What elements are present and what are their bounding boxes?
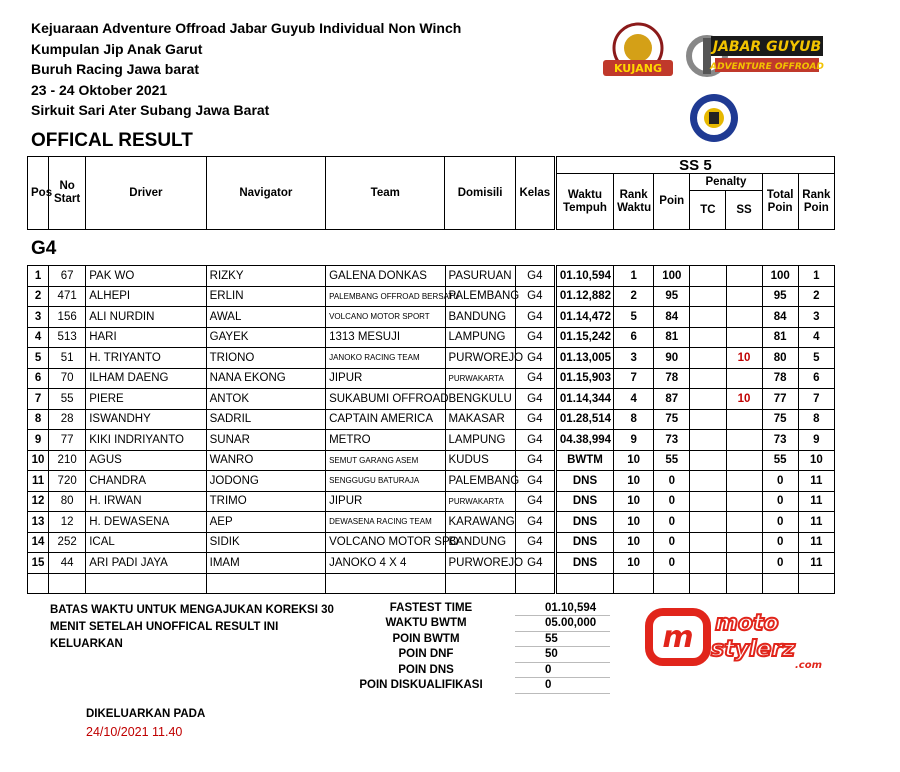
cell-team: 1313 MESUJI bbox=[326, 327, 445, 348]
cell-ss-penalty bbox=[726, 532, 762, 553]
svg-text:JABAR GUYUB: JABAR GUYUB bbox=[712, 39, 822, 55]
cell-waktu: DNS bbox=[555, 512, 613, 533]
event-header bbox=[31, 18, 461, 121]
cell-rank-poin: 9 bbox=[798, 430, 834, 451]
cell-kelas: G4 bbox=[515, 266, 555, 287]
cell-no-start: 51 bbox=[49, 348, 86, 369]
cell-pos: 2 bbox=[28, 286, 49, 307]
summary-table bbox=[280, 600, 610, 694]
cell-no-start: 12 bbox=[49, 512, 86, 533]
table-row bbox=[28, 532, 835, 553]
summary-row bbox=[280, 631, 610, 647]
cell-poin: 90 bbox=[654, 348, 690, 369]
table-row bbox=[28, 491, 835, 512]
table-row bbox=[28, 409, 835, 430]
cell-waktu: DNS bbox=[555, 491, 613, 512]
cell-ss-penalty bbox=[726, 327, 762, 348]
cell-team: SEMUT GARANG ASEM bbox=[326, 450, 445, 471]
cell-rank-poin: 11 bbox=[798, 471, 834, 492]
table-row bbox=[28, 368, 835, 389]
cell-driver: HARI bbox=[86, 327, 206, 348]
cell-ss-penalty: 10 bbox=[726, 348, 762, 369]
cell-pos: 3 bbox=[28, 307, 49, 328]
cell-driver: ICAL bbox=[86, 532, 206, 553]
cell-domisili: KUDUS bbox=[445, 450, 515, 471]
cell-poin: 78 bbox=[654, 368, 690, 389]
cell-ss-penalty bbox=[726, 266, 762, 287]
cell-total-poin: 75 bbox=[762, 409, 798, 430]
cell-navigator: RIZKY bbox=[206, 266, 325, 287]
col-rank-waktu: Rank Waktu bbox=[614, 174, 654, 230]
cell-ss-penalty bbox=[726, 553, 762, 574]
col-ss: SS 5 bbox=[555, 157, 834, 174]
col-rank-poin: Rank Poin bbox=[798, 174, 834, 230]
cell-team: GALENA DONKAS bbox=[326, 266, 445, 287]
table-row bbox=[28, 553, 835, 574]
cell-navigator: JODONG bbox=[206, 471, 325, 492]
cell-rank-poin: 11 bbox=[798, 553, 834, 574]
table-row bbox=[28, 327, 835, 348]
cell-ss-penalty bbox=[726, 512, 762, 533]
summary-row bbox=[280, 600, 610, 616]
cell-tc bbox=[690, 327, 726, 348]
summary-row bbox=[280, 662, 610, 678]
cell-total-poin: 84 bbox=[762, 307, 798, 328]
cell-kelas: G4 bbox=[515, 409, 555, 430]
cell-rank-waktu: 2 bbox=[614, 286, 654, 307]
cell-rank-poin: 3 bbox=[798, 307, 834, 328]
cell-navigator: AWAL bbox=[206, 307, 325, 328]
cell-poin: 87 bbox=[654, 389, 690, 410]
svg-text:ADVENTURE OFFROAD: ADVENTURE OFFROAD bbox=[710, 62, 824, 72]
buruh-racing-logo bbox=[688, 92, 740, 144]
summary-value: 01.10,594 bbox=[515, 600, 610, 616]
cell-team: SUKABUMI OFFROAD bbox=[326, 389, 445, 410]
cell-poin: 0 bbox=[654, 471, 690, 492]
cell-no-start: 44 bbox=[49, 553, 86, 574]
cell-rank-poin: 11 bbox=[798, 512, 834, 533]
cell-navigator: SUNAR bbox=[206, 430, 325, 451]
cell-pos: 12 bbox=[28, 491, 49, 512]
cell-navigator: TRIMO bbox=[206, 491, 325, 512]
cell-tc bbox=[690, 450, 726, 471]
cell-waktu: 04.38,994 bbox=[555, 430, 613, 451]
cell-tc bbox=[690, 491, 726, 512]
cell-no-start: 28 bbox=[49, 409, 86, 430]
cell-rank-poin: 2 bbox=[798, 286, 834, 307]
cell-team: JANOKO 4 X 4 bbox=[326, 553, 445, 574]
cell-waktu: 01.14,472 bbox=[555, 307, 613, 328]
cell-rank-waktu: 10 bbox=[614, 553, 654, 574]
cell-total-poin: 100 bbox=[762, 266, 798, 287]
cell-kelas: G4 bbox=[515, 532, 555, 553]
table-row-empty bbox=[28, 573, 835, 594]
cell-driver: PIERE bbox=[86, 389, 206, 410]
cell-waktu: 01.12,882 bbox=[555, 286, 613, 307]
cell-no-start: 55 bbox=[49, 389, 86, 410]
summary-value: 0 bbox=[515, 662, 610, 678]
cell-driver: ISWANDHY bbox=[86, 409, 206, 430]
cell-no-start: 77 bbox=[49, 430, 86, 451]
cell-ss-penalty bbox=[726, 368, 762, 389]
cell-domisili: PURWAKARTA bbox=[445, 368, 515, 389]
svg-text:.com: .com bbox=[795, 660, 823, 671]
cell-no-start: 156 bbox=[49, 307, 86, 328]
svg-text:m: m bbox=[662, 620, 694, 655]
col-no-start: No Start bbox=[49, 157, 86, 230]
cell-driver: CHANDRA bbox=[86, 471, 206, 492]
page-title: OFFICAL RESULT bbox=[31, 130, 193, 151]
cell-no-start: 471 bbox=[49, 286, 86, 307]
cell-domisili: PURWAKARTA bbox=[445, 491, 515, 512]
cell-driver: PAK WO bbox=[86, 266, 206, 287]
cell-no-start: 252 bbox=[49, 532, 86, 553]
svg-text:KUJANG: KUJANG bbox=[613, 62, 663, 75]
cell-tc bbox=[690, 286, 726, 307]
cell-rank-poin: 1 bbox=[798, 266, 834, 287]
col-tc: TC bbox=[690, 191, 726, 230]
cell-pos: 11 bbox=[28, 471, 49, 492]
cell-kelas: G4 bbox=[515, 471, 555, 492]
cell-total-poin: 78 bbox=[762, 368, 798, 389]
cell-ss-penalty bbox=[726, 307, 762, 328]
cell-domisili: BENGKULU bbox=[445, 389, 515, 410]
cell-rank-waktu: 6 bbox=[614, 327, 654, 348]
group-label: G4 bbox=[31, 238, 57, 259]
table-row bbox=[28, 348, 835, 369]
cell-no-start: 210 bbox=[49, 450, 86, 471]
summary-label: POIN DNF bbox=[398, 648, 454, 661]
cell-kelas: G4 bbox=[515, 491, 555, 512]
issued-date: 24/10/2021 11.40 bbox=[86, 725, 183, 739]
cell-team: VOLCANO MOTOR SPO bbox=[326, 532, 445, 553]
table-row bbox=[28, 450, 835, 471]
cell-kelas: G4 bbox=[515, 553, 555, 574]
col-total-poin: Total Poin bbox=[762, 174, 798, 230]
table-row bbox=[28, 286, 835, 307]
summary-value: 0 bbox=[515, 678, 610, 694]
cell-rank-waktu: 3 bbox=[614, 348, 654, 369]
cell-tc bbox=[690, 553, 726, 574]
cell-total-poin: 95 bbox=[762, 286, 798, 307]
cell-poin: 55 bbox=[654, 450, 690, 471]
cell-total-poin: 0 bbox=[762, 553, 798, 574]
cell-pos: 13 bbox=[28, 512, 49, 533]
jabar-guyub-logo bbox=[685, 30, 827, 82]
cell-total-poin: 73 bbox=[762, 430, 798, 451]
cell-tc bbox=[690, 532, 726, 553]
cell-pos: 14 bbox=[28, 532, 49, 553]
cell-ss-penalty bbox=[726, 450, 762, 471]
cell-kelas: G4 bbox=[515, 307, 555, 328]
cell-domisili: PALEMBANG bbox=[445, 286, 515, 307]
cell-total-poin: 0 bbox=[762, 491, 798, 512]
cell-rank-poin: 10 bbox=[798, 450, 834, 471]
cell-team: PALEMBANG OFFROAD BERSATU bbox=[326, 286, 445, 307]
result-header-table bbox=[27, 156, 835, 230]
cell-kelas: G4 bbox=[515, 512, 555, 533]
cell-rank-waktu: 1 bbox=[614, 266, 654, 287]
cell-waktu: 01.15,242 bbox=[555, 327, 613, 348]
summary-label: POIN DNS bbox=[398, 663, 454, 676]
cell-ss-penalty bbox=[726, 430, 762, 451]
cell-tc bbox=[690, 409, 726, 430]
cell-rank-waktu: 4 bbox=[614, 389, 654, 410]
cell-no-start: 80 bbox=[49, 491, 86, 512]
cell-ss-penalty: 10 bbox=[726, 389, 762, 410]
summary-label: FASTEST TIME bbox=[389, 601, 473, 614]
cell-waktu: BWTM bbox=[555, 450, 613, 471]
cell-total-poin: 55 bbox=[762, 450, 798, 471]
event-title: Kejuaraan Adventure Offroad Jabar Guyub Individual Non Winch bbox=[31, 20, 462, 36]
cell-pos: 9 bbox=[28, 430, 49, 451]
cell-driver: ARI PADI JAYA bbox=[86, 553, 206, 574]
col-pos: Pos bbox=[28, 157, 49, 230]
summary-label: WAKTU BWTM bbox=[385, 617, 467, 630]
table-row bbox=[28, 512, 835, 533]
cell-waktu: 01.28,514 bbox=[555, 409, 613, 430]
cell-domisili: PASURUAN bbox=[445, 266, 515, 287]
svg-text:stylerz: stylerz bbox=[711, 637, 796, 662]
table-row bbox=[28, 389, 835, 410]
cell-waktu: DNS bbox=[555, 553, 613, 574]
event-venue: Sirkuit Sari Ater Subang Jawa Barat bbox=[31, 102, 270, 119]
summary-value: 50 bbox=[515, 647, 610, 663]
cell-ss-penalty bbox=[726, 409, 762, 430]
cell-rank-waktu: 8 bbox=[614, 409, 654, 430]
cell-total-poin: 80 bbox=[762, 348, 798, 369]
cell-team: CAPTAIN AMERICA bbox=[326, 409, 445, 430]
cell-rank-poin: 11 bbox=[798, 532, 834, 553]
summary-label: POIN DISKUALIFIKASI bbox=[359, 679, 483, 692]
cell-poin: 95 bbox=[654, 286, 690, 307]
col-kelas: Kelas bbox=[515, 157, 555, 230]
cell-domisili: MAKASAR bbox=[445, 409, 515, 430]
cell-ss-penalty bbox=[726, 286, 762, 307]
col-domisili: Domisili bbox=[445, 157, 515, 230]
summary-value: 05.00,000 bbox=[515, 616, 610, 632]
kujang-logo bbox=[598, 22, 678, 80]
cell-rank-poin: 6 bbox=[798, 368, 834, 389]
cell-rank-poin: 7 bbox=[798, 389, 834, 410]
cell-no-start: 70 bbox=[49, 368, 86, 389]
cell-no-start: 513 bbox=[49, 327, 86, 348]
cell-pos: 8 bbox=[28, 409, 49, 430]
table-row bbox=[28, 471, 835, 492]
cell-driver: ALI NURDIN bbox=[86, 307, 206, 328]
cell-waktu: 01.13,005 bbox=[555, 348, 613, 369]
cell-pos: 7 bbox=[28, 389, 49, 410]
cell-team: SENGGUGU BATURAJA bbox=[326, 471, 445, 492]
cell-poin: 75 bbox=[654, 409, 690, 430]
cell-navigator: ERLIN bbox=[206, 286, 325, 307]
cell-navigator: IMAM bbox=[206, 553, 325, 574]
cell-poin: 84 bbox=[654, 307, 690, 328]
cell-team: JANOKO RACING TEAM bbox=[326, 348, 445, 369]
cell-no-start: 67 bbox=[49, 266, 86, 287]
cell-driver: ALHEPI bbox=[86, 286, 206, 307]
table-row bbox=[28, 266, 835, 287]
cell-domisili: LAMPUNG bbox=[445, 327, 515, 348]
organizer-2: Buruh Racing Jawa barat bbox=[31, 61, 200, 78]
col-poin: Poin bbox=[654, 174, 690, 230]
cell-kelas: G4 bbox=[515, 389, 555, 410]
result-table bbox=[27, 265, 835, 594]
cell-poin: 100 bbox=[654, 266, 690, 287]
summary-value: 55 bbox=[515, 631, 610, 647]
cell-poin: 0 bbox=[654, 512, 690, 533]
cell-driver: KIKI INDRIYANTO bbox=[86, 430, 206, 451]
cell-navigator: WANRO bbox=[206, 450, 325, 471]
cell-total-poin: 0 bbox=[762, 532, 798, 553]
motostylerz-logo bbox=[645, 600, 825, 672]
cell-kelas: G4 bbox=[515, 368, 555, 389]
cell-rank-waktu: 7 bbox=[614, 368, 654, 389]
cell-navigator: GAYEK bbox=[206, 327, 325, 348]
cell-waktu: 01.15,903 bbox=[555, 368, 613, 389]
cell-poin: 0 bbox=[654, 532, 690, 553]
cell-no-start: 720 bbox=[49, 471, 86, 492]
cell-team: METRO bbox=[326, 430, 445, 451]
table-row bbox=[28, 430, 835, 451]
cell-rank-waktu: 10 bbox=[614, 471, 654, 492]
cell-pos: 6 bbox=[28, 368, 49, 389]
cell-rank-waktu: 10 bbox=[614, 450, 654, 471]
cell-pos: 5 bbox=[28, 348, 49, 369]
cell-navigator: NANA EKONG bbox=[206, 368, 325, 389]
cell-kelas: G4 bbox=[515, 348, 555, 369]
cell-driver: AGUS bbox=[86, 450, 206, 471]
correction-note: BATAS WAKTU UNTUK MENGAJUKAN KOREKSI 30 MENIT SETELAH UNOFFICAL RESULT INI KELUARKAN bbox=[50, 604, 334, 650]
cell-kelas: G4 bbox=[515, 327, 555, 348]
cell-waktu: DNS bbox=[555, 532, 613, 553]
cell-domisili: BANDUNG bbox=[445, 532, 515, 553]
cell-total-poin: 77 bbox=[762, 389, 798, 410]
cell-navigator: SADRIL bbox=[206, 409, 325, 430]
summary-row bbox=[280, 678, 610, 694]
summary-row bbox=[280, 647, 610, 663]
cell-navigator: SIDIK bbox=[206, 532, 325, 553]
cell-kelas: G4 bbox=[515, 430, 555, 451]
summary-row bbox=[280, 616, 610, 632]
col-navigator: Navigator bbox=[206, 157, 325, 230]
cell-kelas: G4 bbox=[515, 450, 555, 471]
cell-poin: 0 bbox=[654, 553, 690, 574]
cell-tc bbox=[690, 430, 726, 451]
cell-domisili: PURWOREJO bbox=[445, 553, 515, 574]
cell-kelas: G4 bbox=[515, 286, 555, 307]
cell-driver: H. DEWASENA bbox=[86, 512, 206, 533]
cell-driver: H. IRWAN bbox=[86, 491, 206, 512]
cell-domisili: PALEMBANG bbox=[445, 471, 515, 492]
cell-navigator: AEP bbox=[206, 512, 325, 533]
cell-rank-poin: 4 bbox=[798, 327, 834, 348]
cell-pos: 4 bbox=[28, 327, 49, 348]
organizer-1: Kumpulan Jip Anak Garut bbox=[31, 40, 203, 57]
cell-pos: 15 bbox=[28, 553, 49, 574]
cell-team: DEWASENA RACING TEAM bbox=[326, 512, 445, 533]
col-ss-penalty: SS bbox=[726, 191, 762, 230]
cell-team: JIPUR bbox=[326, 491, 445, 512]
cell-domisili: BANDUNG bbox=[445, 307, 515, 328]
cell-rank-waktu: 5 bbox=[614, 307, 654, 328]
cell-driver: H. TRIYANTO bbox=[86, 348, 206, 369]
col-penalty: Penalty bbox=[690, 174, 762, 191]
cell-tc bbox=[690, 348, 726, 369]
cell-domisili: LAMPUNG bbox=[445, 430, 515, 451]
cell-tc bbox=[690, 389, 726, 410]
cell-ss-penalty bbox=[726, 471, 762, 492]
table-row bbox=[28, 307, 835, 328]
cell-poin: 0 bbox=[654, 491, 690, 512]
cell-team: VOLCANO MOTOR SPORT bbox=[326, 307, 445, 328]
cell-navigator: TRIONO bbox=[206, 348, 325, 369]
event-date: 23 - 24 Oktober 2021 bbox=[31, 81, 168, 98]
cell-rank-waktu: 9 bbox=[614, 430, 654, 451]
cell-domisili: PURWOREJO bbox=[445, 348, 515, 369]
cell-team: JIPUR bbox=[326, 368, 445, 389]
cell-tc bbox=[690, 512, 726, 533]
summary-label: POIN BWTM bbox=[392, 632, 460, 645]
issued-label: DIKELUARKAN PADA bbox=[86, 708, 206, 720]
cell-rank-poin: 5 bbox=[798, 348, 834, 369]
cell-domisili: KARAWANG bbox=[445, 512, 515, 533]
cell-total-poin: 81 bbox=[762, 327, 798, 348]
col-waktu: Waktu Tempuh bbox=[555, 174, 613, 230]
col-driver: Driver bbox=[86, 157, 206, 230]
cell-tc bbox=[690, 266, 726, 287]
cell-rank-waktu: 10 bbox=[614, 532, 654, 553]
cell-total-poin: 0 bbox=[762, 512, 798, 533]
cell-waktu: DNS bbox=[555, 471, 613, 492]
svg-text:moto: moto bbox=[715, 611, 779, 636]
cell-rank-poin: 8 bbox=[798, 409, 834, 430]
cell-pos: 10 bbox=[28, 450, 49, 471]
cell-waktu: 01.10,594 bbox=[555, 266, 613, 287]
cell-tc bbox=[690, 471, 726, 492]
cell-rank-waktu: 10 bbox=[614, 491, 654, 512]
cell-rank-waktu: 10 bbox=[614, 512, 654, 533]
cell-tc bbox=[690, 368, 726, 389]
cell-driver: ILHAM DAENG bbox=[86, 368, 206, 389]
cell-tc bbox=[690, 307, 726, 328]
cell-waktu: 01.14,344 bbox=[555, 389, 613, 410]
cell-pos: 1 bbox=[28, 266, 49, 287]
cell-rank-poin: 11 bbox=[798, 491, 834, 512]
cell-poin: 73 bbox=[654, 430, 690, 451]
col-team: Team bbox=[326, 157, 445, 230]
cell-navigator: ANTOK bbox=[206, 389, 325, 410]
cell-total-poin: 0 bbox=[762, 471, 798, 492]
cell-ss-penalty bbox=[726, 491, 762, 512]
cell-poin: 81 bbox=[654, 327, 690, 348]
